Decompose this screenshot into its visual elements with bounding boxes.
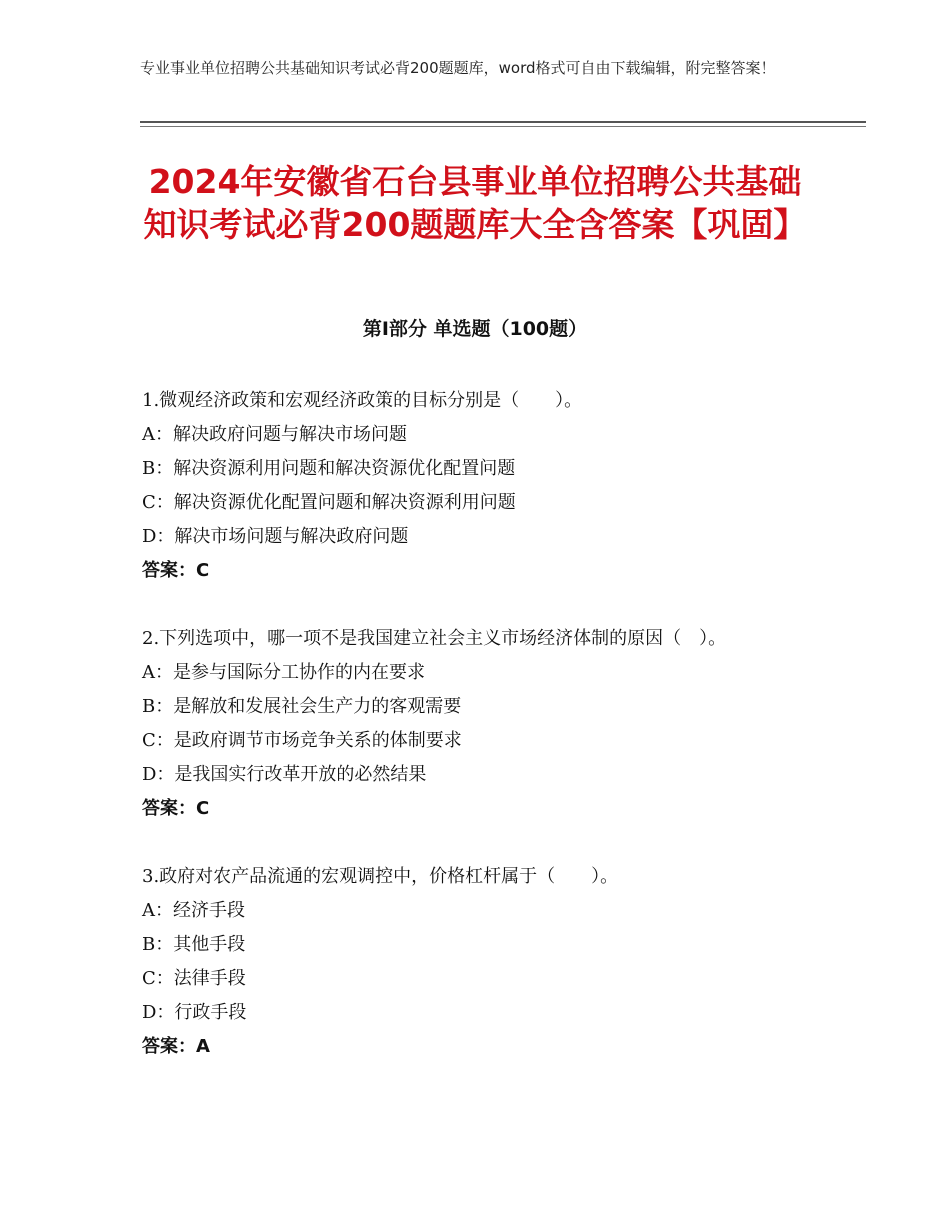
- header-divider-thin: [140, 126, 866, 127]
- option-a: A：经济手段: [142, 900, 245, 921]
- option-b: B：解决资源利用问题和解决资源优化配置问题: [142, 458, 516, 479]
- question-text: 2.下列选项中，哪一项不是我国建立社会主义市场经济体制的原因（ ）。: [142, 628, 727, 649]
- section-heading: 第Ⅰ部分 单选题（100题）: [362, 318, 588, 340]
- option-b: B：是解放和发展社会生产力的客观需要: [142, 696, 462, 717]
- option-d: D：是我国实行改革开放的必然结果: [142, 764, 427, 785]
- question-list: [142, 384, 807, 1098]
- question-text: 3.政府对农产品流通的宏观调控中，价格杠杆属于（ ）。: [142, 866, 619, 887]
- option-a: A：是参与国际分工协作的内在要求: [142, 662, 425, 683]
- question-text: 1.微观经济政策和宏观经济政策的目标分别是（ ）。: [142, 390, 583, 411]
- answer-line: 答案：C: [142, 560, 210, 581]
- header-divider: [140, 121, 866, 123]
- answer-line: 答案：A: [142, 1036, 210, 1057]
- question-1: [142, 384, 807, 588]
- option-b: B：其他手段: [142, 934, 246, 955]
- question-2: [142, 622, 807, 826]
- option-c: C：是政府调节市场竞争关系的体制要求: [142, 730, 462, 751]
- option-a: A：解决政府问题与解决市场问题: [142, 424, 407, 445]
- option-d: D：解决市场问题与解决政府问题: [142, 526, 409, 547]
- option-c: C：解决资源优化配置问题和解决资源利用问题: [142, 492, 516, 513]
- question-3: [142, 860, 807, 1064]
- header-note: 专业事业单位招聘公共基础知识考试必背200题题库，word格式可自由下载编辑，附完整答案！: [140, 59, 776, 77]
- answer-line: 答案：C: [142, 798, 210, 819]
- document-title: 2024年安徽省石台县事业单位招聘公共基础知识考试必背200题题库大全含答案【巩固】: [143, 162, 807, 244]
- option-d: D：行政手段: [142, 1002, 247, 1023]
- option-c: C：法律手段: [142, 968, 246, 989]
